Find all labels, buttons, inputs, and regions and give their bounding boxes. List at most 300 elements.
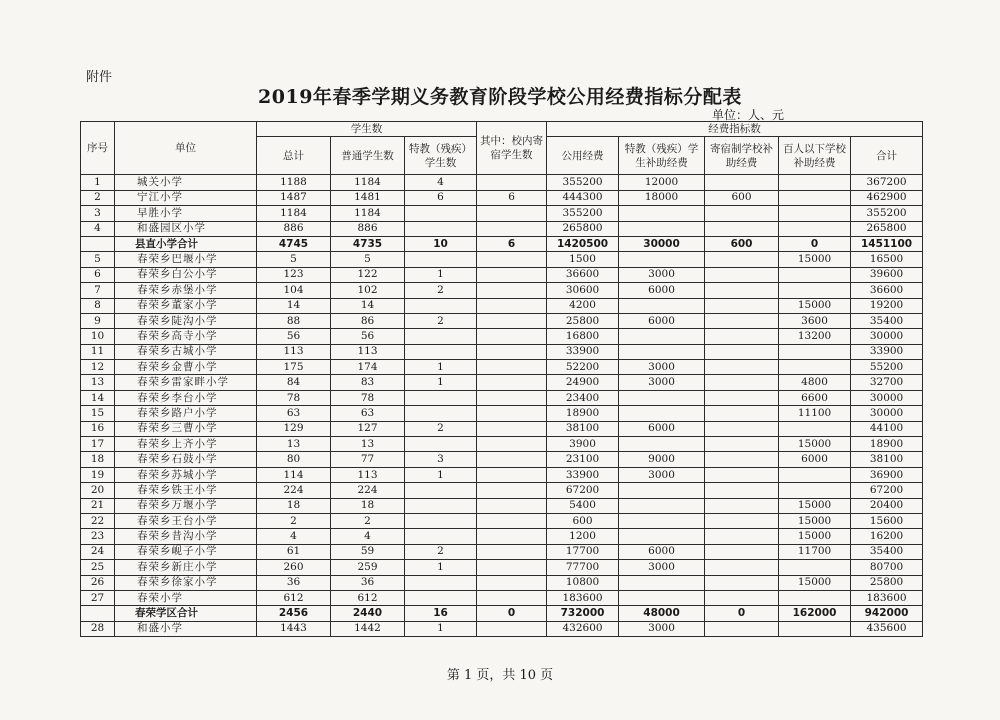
cell-special-subsidy xyxy=(619,298,705,313)
cell-small-school-subsidy xyxy=(779,190,851,205)
cell-total: 129 xyxy=(257,421,331,436)
cell-seq: 14 xyxy=(81,390,115,405)
cell-regular: 1481 xyxy=(331,190,405,205)
cell-special: 1 xyxy=(405,560,477,575)
table-row xyxy=(81,175,923,190)
cell-regular: 36 xyxy=(331,575,405,590)
cell-regular: 77 xyxy=(331,452,405,467)
cell-special-subsidy: 3000 xyxy=(619,267,705,282)
cell-public-funds: 355200 xyxy=(547,206,619,221)
cell-unit: 春荣乡新庄小学 xyxy=(115,560,257,575)
cell-boarding xyxy=(477,544,547,559)
cell-boarding-subsidy xyxy=(705,590,779,605)
cell-public-funds: 30600 xyxy=(547,283,619,298)
cell-unit: 春荣乡铁王小学 xyxy=(115,483,257,498)
cell-boarding-subsidy xyxy=(705,313,779,328)
cell-public-funds: 4200 xyxy=(547,298,619,313)
cell-regular: 113 xyxy=(331,344,405,359)
cell-total: 260 xyxy=(257,560,331,575)
cell-small-school-subsidy: 4800 xyxy=(779,375,851,390)
cell-public-funds: 33900 xyxy=(547,467,619,482)
cell-public-funds: 23100 xyxy=(547,452,619,467)
cell-special-subsidy xyxy=(619,390,705,405)
header-students-group: 学生数 xyxy=(257,122,477,137)
cell-boarding xyxy=(477,467,547,482)
cell-public-funds: 77700 xyxy=(547,560,619,575)
cell-sum: 67200 xyxy=(851,483,923,498)
cell-seq: 24 xyxy=(81,544,115,559)
table-row xyxy=(81,483,923,498)
cell-small-school-subsidy xyxy=(779,560,851,575)
cell-seq: 18 xyxy=(81,452,115,467)
cell-boarding xyxy=(477,452,547,467)
cell-unit: 春荣乡高寺小学 xyxy=(115,329,257,344)
cell-regular: 4 xyxy=(331,529,405,544)
cell-sum: 1451100 xyxy=(851,236,923,251)
cell-sum: 18900 xyxy=(851,437,923,452)
cell-boarding xyxy=(477,621,547,636)
table-row xyxy=(81,283,923,298)
cell-unit: 春荣乡三曹小学 xyxy=(115,421,257,436)
cell-seq: 26 xyxy=(81,575,115,590)
cell-seq: 19 xyxy=(81,467,115,482)
cell-small-school-subsidy: 11700 xyxy=(779,544,851,559)
cell-public-funds: 67200 xyxy=(547,483,619,498)
cell-boarding-subsidy xyxy=(705,621,779,636)
table-row xyxy=(81,421,923,436)
cell-boarding xyxy=(477,252,547,267)
cell-total: 88 xyxy=(257,313,331,328)
cell-special xyxy=(405,529,477,544)
cell-small-school-subsidy xyxy=(779,483,851,498)
table-row xyxy=(81,221,923,236)
cell-boarding xyxy=(477,390,547,405)
table-row xyxy=(81,390,923,405)
cell-public-funds: 16800 xyxy=(547,329,619,344)
cell-regular: 1184 xyxy=(331,175,405,190)
cell-public-funds: 38100 xyxy=(547,421,619,436)
header-small-school-subsidy: 百人以下学校补助经费 xyxy=(779,137,851,175)
cell-unit: 城关小学 xyxy=(115,175,257,190)
cell-sum: 36600 xyxy=(851,283,923,298)
cell-public-funds: 10800 xyxy=(547,575,619,590)
header-special-subsidy: 特教（残疾）学生补助经费 xyxy=(619,137,705,175)
header-total: 总计 xyxy=(257,137,331,175)
cell-small-school-subsidy xyxy=(779,467,851,482)
cell-special xyxy=(405,252,477,267)
cell-small-school-subsidy xyxy=(779,267,851,282)
cell-unit: 春荣乡赤堡小学 xyxy=(115,283,257,298)
cell-special-subsidy xyxy=(619,513,705,528)
cell-total: 2 xyxy=(257,513,331,528)
cell-public-funds: 36600 xyxy=(547,267,619,282)
cell-regular: 14 xyxy=(331,298,405,313)
cell-boarding-subsidy xyxy=(705,421,779,436)
cell-special xyxy=(405,575,477,590)
cell-unit: 春荣乡王台小学 xyxy=(115,513,257,528)
cell-seq xyxy=(81,606,115,621)
cell-special xyxy=(405,206,477,221)
cell-regular: 63 xyxy=(331,406,405,421)
cell-unit: 春荣乡路户小学 xyxy=(115,406,257,421)
cell-small-school-subsidy xyxy=(779,221,851,236)
cell-regular: 127 xyxy=(331,421,405,436)
cell-boarding-subsidy xyxy=(705,329,779,344)
cell-seq: 5 xyxy=(81,252,115,267)
cell-boarding-subsidy xyxy=(705,283,779,298)
table-row xyxy=(81,206,923,221)
subtotal-row xyxy=(81,606,923,621)
cell-regular: 224 xyxy=(331,483,405,498)
cell-seq: 28 xyxy=(81,621,115,636)
cell-boarding: 6 xyxy=(477,236,547,251)
cell-sum: 15600 xyxy=(851,513,923,528)
cell-unit: 和盛小学 xyxy=(115,621,257,636)
cell-regular: 18 xyxy=(331,498,405,513)
header-unit: 单位 xyxy=(115,122,257,175)
cell-sum: 38100 xyxy=(851,452,923,467)
cell-special-subsidy xyxy=(619,575,705,590)
cell-public-funds: 732000 xyxy=(547,606,619,621)
cell-public-funds: 25800 xyxy=(547,313,619,328)
cell-regular: 102 xyxy=(331,283,405,298)
cell-unit: 春荣乡徐家小学 xyxy=(115,575,257,590)
cell-special xyxy=(405,329,477,344)
cell-special-subsidy: 48000 xyxy=(619,606,705,621)
cell-boarding xyxy=(477,421,547,436)
cell-sum: 367200 xyxy=(851,175,923,190)
table-row xyxy=(81,344,923,359)
cell-sum: 33900 xyxy=(851,344,923,359)
cell-special-subsidy: 3000 xyxy=(619,360,705,375)
cell-special-subsidy: 6000 xyxy=(619,421,705,436)
cell-boarding xyxy=(477,313,547,328)
table-row xyxy=(81,252,923,267)
cell-sum: 30000 xyxy=(851,329,923,344)
cell-boarding xyxy=(477,529,547,544)
cell-sum: 44100 xyxy=(851,421,923,436)
cell-seq: 9 xyxy=(81,313,115,328)
cell-seq: 1 xyxy=(81,175,115,190)
cell-total: 78 xyxy=(257,390,331,405)
cell-public-funds: 1500 xyxy=(547,252,619,267)
cell-seq: 16 xyxy=(81,421,115,436)
cell-regular: 59 xyxy=(331,544,405,559)
cell-sum: 355200 xyxy=(851,206,923,221)
cell-special-subsidy xyxy=(619,252,705,267)
header-public-funds: 公用经费 xyxy=(547,137,619,175)
cell-unit: 春荣乡李台小学 xyxy=(115,390,257,405)
cell-seq: 17 xyxy=(81,437,115,452)
cell-regular: 5 xyxy=(331,252,405,267)
cell-regular: 886 xyxy=(331,221,405,236)
cell-sum: 30000 xyxy=(851,390,923,405)
cell-special: 3 xyxy=(405,452,477,467)
cell-boarding xyxy=(477,267,547,282)
cell-total: 123 xyxy=(257,267,331,282)
cell-special xyxy=(405,298,477,313)
table-row xyxy=(81,406,923,421)
cell-seq: 27 xyxy=(81,590,115,605)
cell-public-funds: 1200 xyxy=(547,529,619,544)
cell-sum: 35400 xyxy=(851,313,923,328)
header-special: 特教（残疾）学生数 xyxy=(405,137,477,175)
cell-regular: 2440 xyxy=(331,606,405,621)
cell-special-subsidy: 3000 xyxy=(619,621,705,636)
cell-boarding-subsidy xyxy=(705,252,779,267)
cell-unit: 和盛园区小学 xyxy=(115,221,257,236)
cell-regular: 122 xyxy=(331,267,405,282)
cell-unit: 春荣乡雷家畔小学 xyxy=(115,375,257,390)
cell-public-funds: 17700 xyxy=(547,544,619,559)
cell-total: 61 xyxy=(257,544,331,559)
cell-special xyxy=(405,344,477,359)
cell-public-funds: 444300 xyxy=(547,190,619,205)
cell-boarding xyxy=(477,375,547,390)
cell-boarding xyxy=(477,513,547,528)
cell-public-funds: 24900 xyxy=(547,375,619,390)
cell-sum: 183600 xyxy=(851,590,923,605)
table-row xyxy=(81,267,923,282)
cell-unit: 春荣乡巴堰小学 xyxy=(115,252,257,267)
cell-seq: 10 xyxy=(81,329,115,344)
cell-sum: 39600 xyxy=(851,267,923,282)
cell-regular: 1442 xyxy=(331,621,405,636)
cell-boarding-subsidy xyxy=(705,267,779,282)
table-row xyxy=(81,467,923,482)
cell-boarding-subsidy: 600 xyxy=(705,236,779,251)
cell-boarding-subsidy xyxy=(705,406,779,421)
cell-sum: 16200 xyxy=(851,529,923,544)
header-sum: 合计 xyxy=(851,137,923,175)
cell-seq: 23 xyxy=(81,529,115,544)
cell-special xyxy=(405,483,477,498)
cell-sum: 20400 xyxy=(851,498,923,513)
cell-sum: 32700 xyxy=(851,375,923,390)
cell-boarding-subsidy xyxy=(705,390,779,405)
cell-seq: 3 xyxy=(81,206,115,221)
table-header xyxy=(81,122,923,175)
cell-boarding-subsidy xyxy=(705,498,779,513)
cell-seq: 13 xyxy=(81,375,115,390)
cell-seq: 22 xyxy=(81,513,115,528)
cell-special-subsidy xyxy=(619,483,705,498)
table-row xyxy=(81,560,923,575)
cell-unit: 春荣乡苏城小学 xyxy=(115,467,257,482)
cell-total: 80 xyxy=(257,452,331,467)
cell-total: 1443 xyxy=(257,621,331,636)
cell-sum: 30000 xyxy=(851,406,923,421)
cell-boarding-subsidy xyxy=(705,452,779,467)
cell-boarding-subsidy: 600 xyxy=(705,190,779,205)
cell-boarding xyxy=(477,283,547,298)
cell-special xyxy=(405,406,477,421)
cell-total: 56 xyxy=(257,329,331,344)
cell-boarding-subsidy xyxy=(705,175,779,190)
cell-special-subsidy: 6000 xyxy=(619,283,705,298)
cell-small-school-subsidy: 15000 xyxy=(779,575,851,590)
cell-sum: 435600 xyxy=(851,621,923,636)
cell-small-school-subsidy: 3600 xyxy=(779,313,851,328)
cell-unit: 春荣乡陡沟小学 xyxy=(115,313,257,328)
cell-boarding xyxy=(477,483,547,498)
cell-special: 2 xyxy=(405,421,477,436)
table-row xyxy=(81,313,923,328)
cell-unit: 春荣小学 xyxy=(115,590,257,605)
cell-total: 113 xyxy=(257,344,331,359)
cell-regular: 174 xyxy=(331,360,405,375)
cell-seq: 7 xyxy=(81,283,115,298)
cell-boarding xyxy=(477,298,547,313)
cell-boarding-subsidy xyxy=(705,221,779,236)
cell-boarding xyxy=(477,221,547,236)
page-number: 第 1 页，共 10 页 xyxy=(446,668,554,683)
table-row xyxy=(81,529,923,544)
cell-total: 18 xyxy=(257,498,331,513)
cell-seq: 6 xyxy=(81,267,115,282)
cell-regular: 86 xyxy=(331,313,405,328)
cell-sum: 19200 xyxy=(851,298,923,313)
cell-unit: 春荣乡金曹小学 xyxy=(115,360,257,375)
cell-special-subsidy xyxy=(619,529,705,544)
cell-small-school-subsidy: 15000 xyxy=(779,513,851,528)
cell-special: 2 xyxy=(405,544,477,559)
table-row xyxy=(81,544,923,559)
table-row xyxy=(81,360,923,375)
cell-regular: 612 xyxy=(331,590,405,605)
cell-unit: 春荣乡白公小学 xyxy=(115,267,257,282)
cell-small-school-subsidy: 15000 xyxy=(779,298,851,313)
cell-seq: 15 xyxy=(81,406,115,421)
table-row xyxy=(81,575,923,590)
cell-public-funds: 1420500 xyxy=(547,236,619,251)
cell-sum: 80700 xyxy=(851,560,923,575)
table-body xyxy=(81,175,923,637)
cell-special xyxy=(405,221,477,236)
cell-boarding xyxy=(477,344,547,359)
cell-regular: 113 xyxy=(331,467,405,482)
header-boarding: 其中：校内寄宿学生数 xyxy=(477,122,547,175)
cell-special: 6 xyxy=(405,190,477,205)
cell-special-subsidy xyxy=(619,437,705,452)
cell-total: 114 xyxy=(257,467,331,482)
table-row xyxy=(81,298,923,313)
table-row xyxy=(81,190,923,205)
cell-boarding-subsidy xyxy=(705,375,779,390)
cell-regular: 13 xyxy=(331,437,405,452)
cell-total: 63 xyxy=(257,406,331,421)
cell-special-subsidy: 12000 xyxy=(619,175,705,190)
cell-unit: 春荣乡石鼓小学 xyxy=(115,452,257,467)
cell-small-school-subsidy xyxy=(779,621,851,636)
cell-sum: 265800 xyxy=(851,221,923,236)
cell-special: 10 xyxy=(405,236,477,251)
cell-boarding-subsidy xyxy=(705,344,779,359)
cell-special: 16 xyxy=(405,606,477,621)
cell-boarding xyxy=(477,206,547,221)
cell-sum: 16500 xyxy=(851,252,923,267)
cell-total: 14 xyxy=(257,298,331,313)
cell-public-funds: 23400 xyxy=(547,390,619,405)
cell-small-school-subsidy: 0 xyxy=(779,236,851,251)
cell-boarding xyxy=(477,560,547,575)
cell-unit: 春荣学区合计 xyxy=(115,606,257,621)
cell-special: 1 xyxy=(405,360,477,375)
cell-regular: 1184 xyxy=(331,206,405,221)
cell-total: 4745 xyxy=(257,236,331,251)
cell-seq: 11 xyxy=(81,344,115,359)
table-row xyxy=(81,621,923,636)
cell-special-subsidy: 9000 xyxy=(619,452,705,467)
cell-small-school-subsidy xyxy=(779,175,851,190)
cell-special-subsidy xyxy=(619,329,705,344)
cell-special: 4 xyxy=(405,175,477,190)
cell-sum: 462900 xyxy=(851,190,923,205)
cell-boarding: 0 xyxy=(477,606,547,621)
cell-regular: 259 xyxy=(331,560,405,575)
table-row xyxy=(81,452,923,467)
cell-total: 2456 xyxy=(257,606,331,621)
cell-special: 1 xyxy=(405,267,477,282)
cell-special-subsidy: 30000 xyxy=(619,236,705,251)
table-row xyxy=(81,375,923,390)
cell-unit: 春荣乡万堰小学 xyxy=(115,498,257,513)
cell-boarding-subsidy xyxy=(705,467,779,482)
cell-small-school-subsidy: 11100 xyxy=(779,406,851,421)
cell-special-subsidy xyxy=(619,206,705,221)
cell-special-subsidy: 6000 xyxy=(619,544,705,559)
cell-seq: 2 xyxy=(81,190,115,205)
cell-boarding-subsidy xyxy=(705,544,779,559)
cell-unit: 县直小学合计 xyxy=(115,236,257,251)
cell-special: 1 xyxy=(405,621,477,636)
cell-boarding xyxy=(477,498,547,513)
cell-total: 612 xyxy=(257,590,331,605)
table-row xyxy=(81,498,923,513)
cell-special-subsidy xyxy=(619,406,705,421)
cell-boarding xyxy=(477,406,547,421)
cell-unit: 春荣乡上齐小学 xyxy=(115,437,257,452)
attachment-label: 附件 xyxy=(86,70,113,85)
cell-special: 2 xyxy=(405,283,477,298)
cell-boarding-subsidy xyxy=(705,513,779,528)
cell-small-school-subsidy: 162000 xyxy=(779,606,851,621)
cell-unit: 春荣乡古城小学 xyxy=(115,344,257,359)
cell-special xyxy=(405,437,477,452)
header-funds-group: 经费指标数 xyxy=(547,122,923,137)
cell-public-funds: 600 xyxy=(547,513,619,528)
cell-total: 104 xyxy=(257,283,331,298)
cell-unit: 春荣乡岘子小学 xyxy=(115,544,257,559)
cell-special xyxy=(405,513,477,528)
cell-total: 224 xyxy=(257,483,331,498)
table-row xyxy=(81,513,923,528)
cell-special: 1 xyxy=(405,467,477,482)
cell-special xyxy=(405,390,477,405)
cell-special-subsidy: 6000 xyxy=(619,313,705,328)
cell-seq: 21 xyxy=(81,498,115,513)
fund-allocation-table xyxy=(80,121,923,637)
cell-small-school-subsidy xyxy=(779,206,851,221)
cell-small-school-subsidy: 6600 xyxy=(779,390,851,405)
cell-special xyxy=(405,590,477,605)
cell-public-funds: 3900 xyxy=(547,437,619,452)
cell-boarding xyxy=(477,175,547,190)
cell-small-school-subsidy: 15000 xyxy=(779,252,851,267)
cell-regular: 2 xyxy=(331,513,405,528)
cell-special xyxy=(405,498,477,513)
cell-seq: 20 xyxy=(81,483,115,498)
